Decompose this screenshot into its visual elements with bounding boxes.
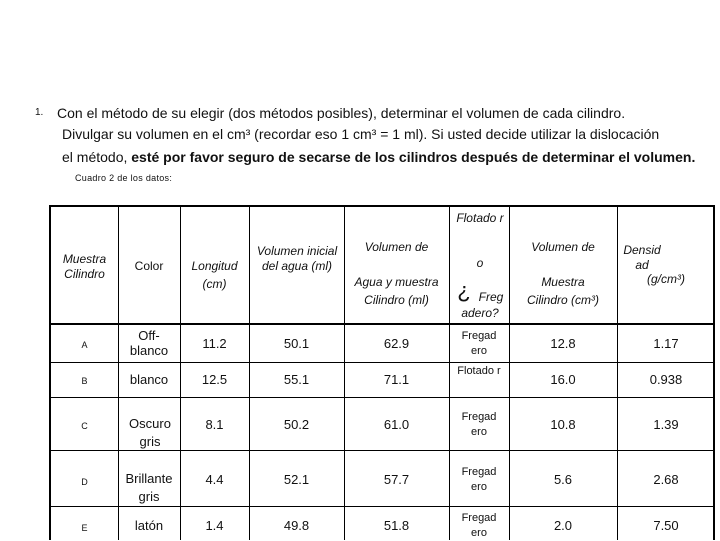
row-c-flota: Fregad ero xyxy=(461,411,497,438)
header-color: Color xyxy=(134,259,164,273)
row-a-color: Off-blanco xyxy=(129,328,169,358)
row-b-flota: Flotado r xyxy=(457,365,501,377)
row-b-inicial: 55.1 xyxy=(283,372,310,387)
row-a-flota: Fregad ero xyxy=(461,330,497,357)
row-a-longitud: 11.2 xyxy=(202,336,227,351)
row-b-muestra: B xyxy=(81,376,88,386)
row-a-volumen: 12.8 xyxy=(550,336,576,351)
instruction-line-1: Con el método de su elegir (dos métodos posibles), determinar el volumen de cada cilindro. xyxy=(57,105,626,121)
row-c-densidad: 1.39 xyxy=(653,417,679,432)
header-densidad-1: Densid ad xyxy=(623,243,661,272)
row-d-color: Brillante gris xyxy=(125,471,173,504)
row-c-muestra: C xyxy=(81,421,88,431)
instruction-line-3 xyxy=(62,149,695,165)
row-e-color: latón xyxy=(134,518,164,533)
row-e-agua-muestra: 51.8 xyxy=(383,518,410,533)
row-a-agua-muestra: 62.9 xyxy=(383,336,410,351)
row-c-inicial: 50.2 xyxy=(283,417,310,432)
header-vol-inicial: Volumen inicial del agua (ml) xyxy=(256,244,338,273)
header-flotado-3: Freg xyxy=(478,290,504,304)
row-divider xyxy=(51,397,713,398)
row-e-longitud: 1.4 xyxy=(205,518,224,533)
header-flotado-1: Flotado r xyxy=(456,211,504,225)
row-d-agua-muestra: 57.7 xyxy=(383,472,410,487)
row-b-agua-muestra: 71.1 xyxy=(383,372,410,387)
row-divider xyxy=(51,323,713,325)
row-e-densidad: 7.50 xyxy=(653,518,679,533)
header-vol-agua-1: Volumen de xyxy=(364,240,429,254)
data-table xyxy=(49,205,715,540)
instruction-line-2: Divulgar su volumen en el cm³ (recordar eso 1 cm³ = 1 ml). Si usted decide utilizar la dislocación xyxy=(62,126,660,142)
row-e-volumen: 2.0 xyxy=(553,518,573,533)
row-d-densidad: 2.68 xyxy=(653,472,679,487)
row-e-muestra: E xyxy=(81,523,88,533)
row-d-flota: Fregad ero xyxy=(461,466,497,493)
row-b-densidad: 0.938 xyxy=(649,372,683,387)
instruction-line-3-bold: esté por favor seguro de secarse de los cilindros después de determinar el volumen. xyxy=(131,149,696,165)
row-d-muestra: D xyxy=(81,477,88,487)
row-a-inicial: 50.1 xyxy=(283,336,310,351)
row-d-longitud: 4.4 xyxy=(205,472,224,487)
header-flotado-4: adero? xyxy=(461,306,499,320)
header-flotado-2: o xyxy=(476,256,484,270)
row-c-longitud: 8.1 xyxy=(205,417,224,432)
row-a-muestra: A xyxy=(81,340,88,350)
header-vol-muestra-3: Cilindro (cm³) xyxy=(527,293,599,307)
question-mark-icon: ¿ xyxy=(457,278,471,303)
list-number: 1. xyxy=(35,107,44,118)
row-c-volumen: 10.8 xyxy=(550,417,576,432)
header-vol-agua-3: Cilindro (ml) xyxy=(364,293,429,307)
row-e-inicial: 49.8 xyxy=(283,518,310,533)
header-densidad-2: (g/cm³) xyxy=(647,272,685,286)
header-longitud-unit: (cm) xyxy=(202,277,227,291)
row-b-volumen: 16.0 xyxy=(550,372,576,387)
row-divider xyxy=(51,506,713,507)
row-d-volumen: 5.6 xyxy=(553,472,573,487)
instruction-line-3-plain: el método, xyxy=(62,149,132,165)
header-vol-muestra-2: Muestra xyxy=(541,275,585,289)
col-divider xyxy=(449,207,450,540)
row-e-flota: Fregad ero xyxy=(461,512,497,539)
header-vol-agua-2: Agua y muestra xyxy=(354,275,439,289)
header-longitud: Longitud xyxy=(191,259,238,273)
row-a-densidad: 1.17 xyxy=(653,336,679,351)
row-d-inicial: 52.1 xyxy=(283,472,310,487)
row-c-agua-muestra: 61.0 xyxy=(383,417,410,432)
row-b-longitud: 12.5 xyxy=(201,372,228,387)
row-b-color: blanco xyxy=(129,372,169,387)
header-vol-muestra-1: Volumen de xyxy=(531,240,595,254)
table-caption: Cuadro 2 de los datos: xyxy=(75,173,173,183)
row-c-color: Oscuro gris xyxy=(129,416,171,449)
header-muestra: Muestra Cilindro xyxy=(62,252,107,281)
row-divider xyxy=(51,362,713,363)
